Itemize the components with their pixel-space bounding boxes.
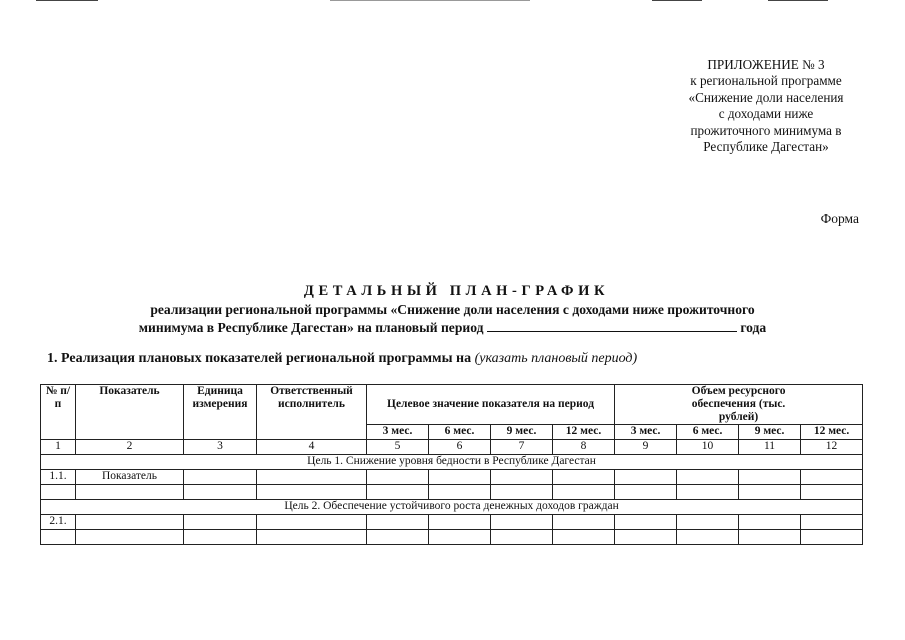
table-cell[interactable] [257, 470, 367, 485]
table-cell[interactable] [553, 515, 615, 530]
table-cell[interactable] [184, 530, 257, 545]
subtitle-line-2 [100, 319, 805, 337]
table-cell[interactable] [257, 530, 367, 545]
table-cell[interactable] [257, 485, 367, 500]
row-num: 2.1. [41, 515, 76, 530]
table-cell[interactable] [615, 530, 677, 545]
period-cell: 9 мес. [491, 425, 553, 440]
table-cell[interactable] [615, 515, 677, 530]
annex-block [655, 57, 877, 155]
table-row [41, 515, 863, 530]
period-cell: 12 мес. [801, 425, 863, 440]
table-cell[interactable] [367, 515, 429, 530]
table-cell[interactable] [429, 515, 491, 530]
annex-line: к региональной программе [690, 73, 842, 89]
table-cell[interactable] [429, 485, 491, 500]
table-cell[interactable] [491, 470, 553, 485]
subtitle-line-2-end: года [740, 320, 767, 335]
table-cell[interactable] [367, 470, 429, 485]
table-cell[interactable] [491, 515, 553, 530]
table-cell[interactable] [739, 515, 801, 530]
table-cell[interactable] [801, 530, 863, 545]
section-heading-italic: (указать плановый период) [474, 351, 638, 366]
subtitle-line-1: реализации региональной программы «Снижение доли населения с доходами ниже прожиточного [150, 302, 755, 317]
table-cell[interactable] [677, 470, 739, 485]
goal-2-text: Цель 2. Обеспечение устойчивого роста денежных доходов граждан [41, 500, 863, 515]
column-number: 7 [491, 440, 553, 455]
column-number: 5 [367, 440, 429, 455]
plan-table [40, 384, 863, 545]
table-cell[interactable] [615, 485, 677, 500]
period-cell: 12 мес. [553, 425, 615, 440]
table-cell[interactable] [429, 530, 491, 545]
subtitle-line-2-start: минимума в Республике Дагестан» на плановый период [138, 320, 484, 335]
period-cell: 3 мес. [367, 425, 429, 440]
scan-mark [652, 0, 702, 1]
table-cell[interactable] [801, 470, 863, 485]
column-number: 6 [429, 440, 491, 455]
table-cell[interactable] [801, 485, 863, 500]
column-number: 2 [76, 440, 184, 455]
section-heading-text: 1. Реализация плановых показателей региональной программы на [47, 351, 472, 366]
annex-line: с доходами ниже [718, 106, 814, 122]
period-blank-field[interactable] [487, 319, 737, 332]
table-cell[interactable] [553, 470, 615, 485]
table-cell[interactable] [184, 470, 257, 485]
table-cell[interactable] [677, 515, 739, 530]
section-heading [47, 351, 637, 367]
header-resource: Объем ресурсного обеспечения (тыс. рублей) [615, 385, 863, 425]
period-cell: 3 мес. [615, 425, 677, 440]
table-cell[interactable] [184, 485, 257, 500]
row-indicator: Показатель [76, 470, 184, 485]
table-row [41, 470, 863, 485]
table-cell[interactable] [677, 485, 739, 500]
header-unit: Единица измерения [184, 385, 257, 440]
table-cell[interactable] [491, 530, 553, 545]
column-number: 12 [801, 440, 863, 455]
table-cell[interactable] [739, 485, 801, 500]
table-cell[interactable] [367, 530, 429, 545]
row-num: 1.1. [41, 470, 76, 485]
annex-line: «Снижение доли населения [688, 89, 844, 105]
table-cell[interactable] [41, 530, 76, 545]
table-cell[interactable] [739, 530, 801, 545]
column-number: 8 [553, 440, 615, 455]
column-number: 1 [41, 440, 76, 455]
goal-1-text: Цель 1. Снижение уровня бедности в Республике Дагестан [41, 455, 863, 470]
column-number: 11 [739, 440, 801, 455]
period-cell: 6 мес. [677, 425, 739, 440]
table-cell[interactable] [801, 515, 863, 530]
document-subtitle [100, 301, 805, 337]
table-row [41, 485, 863, 500]
scan-mark [330, 0, 530, 1]
header-row [41, 385, 863, 425]
table-cell[interactable] [367, 485, 429, 500]
annex-line: ПРИЛОЖЕНИЕ № 3 [707, 57, 825, 72]
column-number: 4 [257, 440, 367, 455]
table-cell[interactable] [429, 470, 491, 485]
table-cell[interactable] [739, 470, 801, 485]
goal-row-1 [41, 455, 863, 470]
annex-line: прожиточного минимума в [690, 122, 842, 138]
goal-row-2 [41, 500, 863, 515]
scan-mark [36, 0, 98, 1]
header-num: № п/п [41, 385, 76, 440]
table-cell[interactable] [41, 485, 76, 500]
column-number-row [41, 440, 863, 455]
table-cell[interactable] [553, 485, 615, 500]
header-indicator: Показатель [76, 385, 184, 440]
table-cell[interactable] [184, 515, 257, 530]
annex-line: Республике Дагестан» [703, 139, 829, 155]
document-title: ДЕТАЛЬНЫЙ ПЛАН-ГРАФИК [303, 283, 610, 299]
form-label: Форма [820, 211, 859, 226]
header-responsible: Ответственный исполнитель [257, 385, 367, 440]
scan-mark [768, 0, 828, 1]
period-cell: 9 мес. [739, 425, 801, 440]
table-cell[interactable] [491, 485, 553, 500]
column-number: 3 [184, 440, 257, 455]
table-cell[interactable] [677, 530, 739, 545]
table-cell[interactable] [76, 515, 184, 530]
column-number: 9 [615, 440, 677, 455]
column-number: 10 [677, 440, 739, 455]
table-cell[interactable] [553, 530, 615, 545]
table-cell[interactable] [615, 470, 677, 485]
table-cell[interactable] [76, 485, 184, 500]
table-cell[interactable] [257, 515, 367, 530]
table-cell[interactable] [76, 530, 184, 545]
table-row [41, 530, 863, 545]
period-cell: 6 мес. [429, 425, 491, 440]
header-target: Целевое значение показателя на период [367, 385, 615, 425]
